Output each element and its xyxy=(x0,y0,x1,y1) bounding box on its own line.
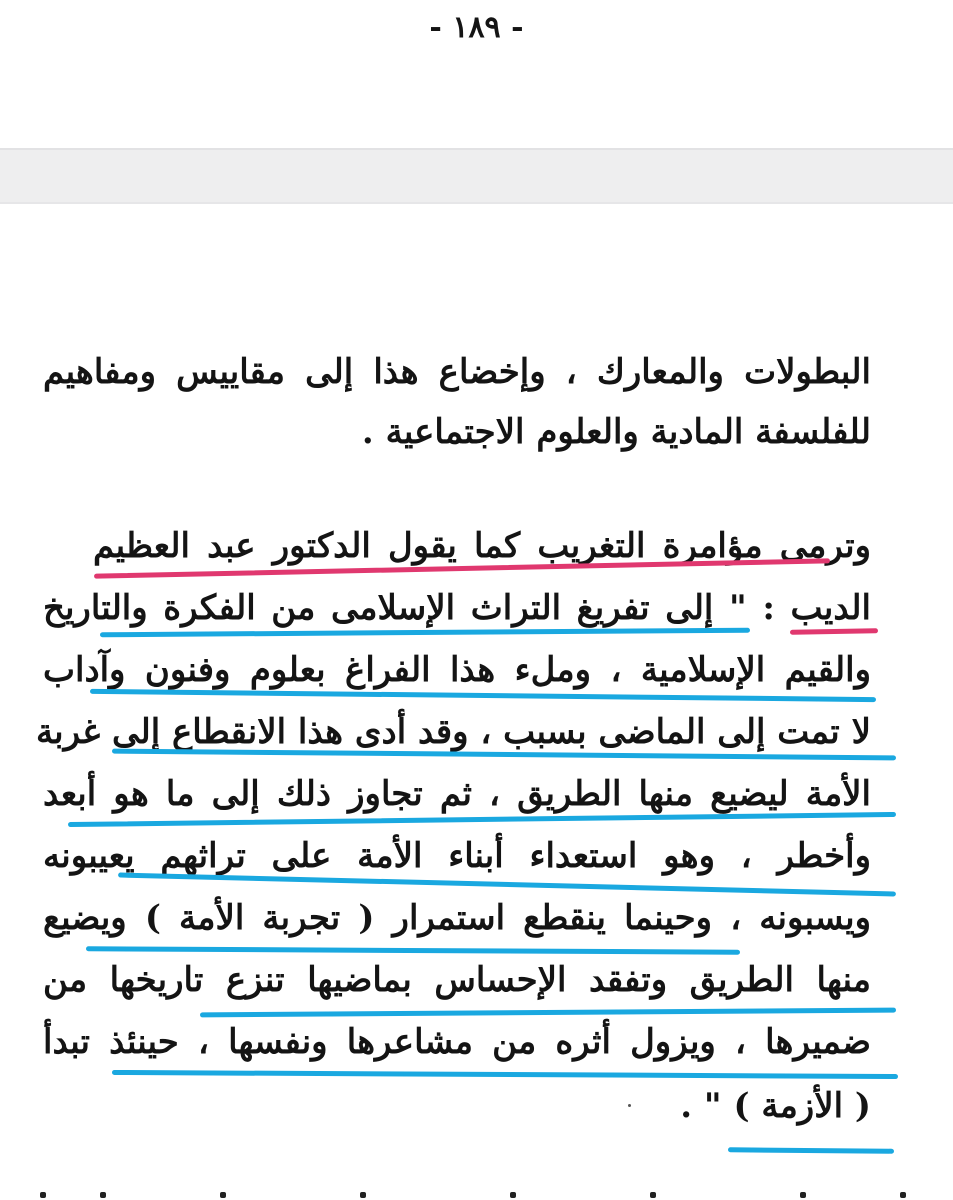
speck xyxy=(628,1104,631,1107)
next-line-fragment xyxy=(40,1190,910,1200)
paragraph-2-line-8: منها الطريق وتفقد الإحساس بماضيها تنزع تاريخها من xyxy=(43,960,871,1000)
paragraph-2-line-5: الأمة ليضيع منها الطريق ، ثم تجاوز ذلك إلى ما هو أبعد xyxy=(43,774,871,814)
paragraph-2-line-4: لا تمت إلى الماضى بسبب ، وقد أدى هذا الانقطاع إلى غربة xyxy=(35,712,871,752)
page-separator xyxy=(0,148,953,204)
paragraph-1-line-1: البطولات والمعارك ، وإخضاع هذا إلى مقاييس ومفاهيم xyxy=(43,352,871,392)
paragraph-2-line-1: وترمى مؤامرة التغريب كما يقول الدكتور عبد العظيم xyxy=(93,526,871,566)
previous-page-strip xyxy=(0,0,953,148)
paragraph-2-line-9: ضميرها ، ويزول أثره من مشاعرها ونفسها ، حينئذ تبدأ xyxy=(43,1022,871,1062)
paragraph-2-line-10: ( الأزمة ) " . xyxy=(680,1086,871,1126)
paragraph-2-line-7: ويسبونه ، وحينما ينقطع استمرار ( تجربة الأمة ) ويضيع xyxy=(43,898,871,938)
paragraph-2-line-2: الديب : " إلى تفريغ التراث الإسلامى من الفكرة والتاريخ xyxy=(43,588,871,628)
paragraph-2-line-6: وأخطر ، وهو استعداء أبناء الأمة على تراثهم يعيبونه xyxy=(43,836,871,876)
page-number: - ١٨٩ - xyxy=(429,10,524,45)
paragraph-2-line-3: والقيم الإسلامية ، وملء هذا الفراغ بعلوم وفنون وآداب xyxy=(43,650,871,690)
paragraph-1-line-2: للفلسفة المادية والعلوم الاجتماعية . xyxy=(361,412,871,452)
